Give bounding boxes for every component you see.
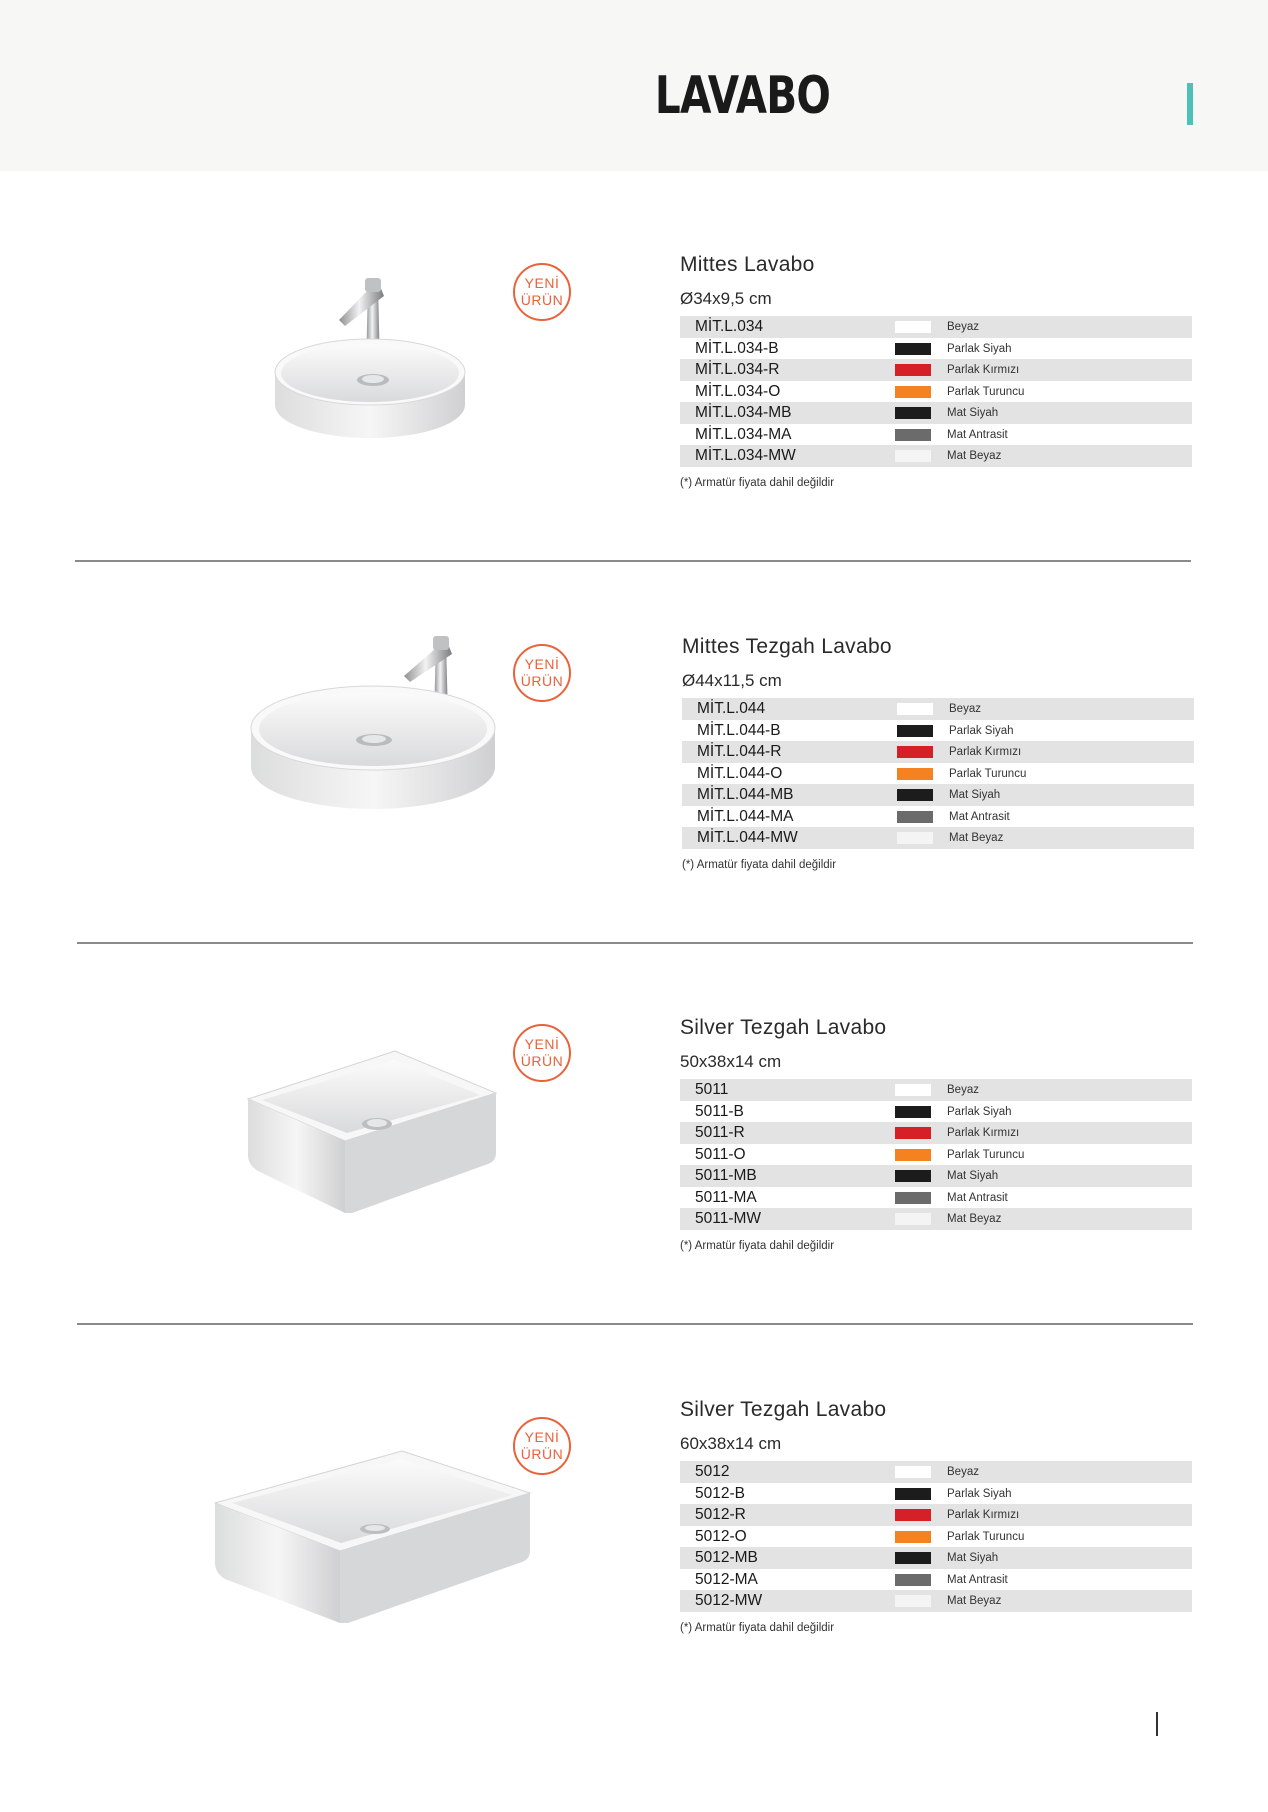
product-info-3: [680, 1013, 1192, 1252]
product-name: Mittes Lavabo: [680, 253, 815, 276]
variant-table: [680, 316, 1192, 467]
accent-bar: [1187, 83, 1193, 125]
color-swatch-parlak-turuncu: [895, 1149, 931, 1161]
product-info-2: [682, 632, 1194, 871]
color-swatch-mat-siyah: [895, 1170, 931, 1182]
fixture-note: (*) Armatür fiyata dahil değildir: [680, 1621, 835, 1634]
variant-row: MİT.L.044-MB Mat Siyah: [682, 784, 1194, 806]
color-swatch-parlak-turuncu: [897, 768, 933, 780]
fixture-note: (*) Armatür fiyata dahil değildir: [680, 1239, 835, 1252]
new-product-badge: YENİ ÜRÜN: [513, 1417, 571, 1475]
fixture-note: (*) Armatür fiyata dahil değildir: [682, 858, 837, 871]
new-product-badge: YENİ ÜRÜN: [513, 1024, 571, 1082]
variant-row: MİT.L.044 Beyaz: [682, 698, 1194, 720]
variant-row: 5011 Beyaz: [680, 1079, 1192, 1101]
color-swatch-parlak-turuncu: [895, 386, 931, 398]
variant-row: 5011-R Parlak Kırmızı: [680, 1122, 1192, 1144]
page-marker: [1156, 1712, 1158, 1736]
variant-table: [680, 1461, 1192, 1612]
product-section-2: [0, 632, 1268, 1012]
variant-row: 5012-MB Mat Siyah: [680, 1547, 1192, 1569]
color-swatch-mat-antrasit: [895, 429, 931, 441]
color-swatch-parlak-siyah: [895, 1106, 931, 1118]
product-info-4: [680, 1395, 1192, 1634]
color-swatch-mat-siyah: [895, 407, 931, 419]
page-header: [0, 0, 1268, 171]
variant-row: 5012-O Parlak Turuncu: [695, 1527, 1025, 1545]
product-dimensions: Ø44x11,5 cm: [682, 671, 782, 690]
color-swatch-mat-antrasit: [897, 811, 933, 823]
fixture-note: (*) Armatür fiyata dahil değildir: [680, 476, 835, 489]
variant-row: MİT.L.034-MA Mat Antrasit: [695, 425, 1008, 443]
product-dimensions: 60x38x14 cm: [680, 1434, 782, 1453]
color-swatch-mat-siyah: [897, 789, 933, 801]
color-swatch-mat-beyaz: [895, 1213, 931, 1225]
color-swatch-parlak-kirmizi: [897, 746, 933, 758]
page-title: LAVABO: [654, 66, 831, 126]
variant-row: MİT.L.044-O Parlak Turuncu: [697, 764, 1027, 782]
color-swatch-parlak-siyah: [895, 343, 931, 355]
color-swatch-parlak-kirmizi: [895, 1127, 931, 1139]
variant-row: MİT.L.034-B Parlak Siyah: [695, 339, 1012, 357]
variant-row: 5012-R Parlak Kırmızı: [680, 1504, 1192, 1526]
new-product-badge: YENİ ÜRÜN: [513, 644, 571, 702]
color-swatch-beyaz: [895, 1466, 931, 1478]
color-swatch-parlak-turuncu: [895, 1531, 931, 1543]
section-divider: [75, 560, 1191, 562]
variant-row: MİT.L.044-B Parlak Siyah: [697, 721, 1014, 739]
variant-row: 5012-B Parlak Siyah: [695, 1484, 1012, 1502]
color-swatch-parlak-kirmizi: [895, 364, 931, 376]
variant-row: MİT.L.044-MA Mat Antrasit: [697, 807, 1010, 825]
variant-row: MİT.L.034-MW Mat Beyaz: [680, 445, 1192, 467]
product-dimensions: Ø34x9,5 cm: [680, 289, 772, 308]
color-swatch-mat-beyaz: [897, 832, 933, 844]
new-product-badge: YENİ ÜRÜN: [513, 263, 571, 321]
variant-table: [682, 698, 1194, 849]
variant-table: [680, 1079, 1192, 1230]
variant-row: 5011-MW Mat Beyaz: [680, 1208, 1192, 1230]
rectangular-countertop-basin-image: [240, 1043, 640, 1333]
variant-row: MİT.L.034-MB Mat Siyah: [680, 402, 1192, 424]
product-info-1: [680, 250, 1192, 489]
variant-row: 5012-MW Mat Beyaz: [680, 1590, 1192, 1612]
color-swatch-parlak-siyah: [897, 725, 933, 737]
variant-row: MİT.L.034 Beyaz: [680, 316, 1192, 338]
variant-row: 5011-MB Mat Siyah: [680, 1165, 1192, 1187]
variant-row: 5011-O Parlak Turuncu: [695, 1145, 1025, 1163]
color-swatch-mat-antrasit: [895, 1574, 931, 1586]
variant-row: 5012-MA Mat Antrasit: [695, 1570, 1008, 1588]
product-name: Silver Tezgah Lavabo: [680, 1398, 887, 1421]
color-swatch-beyaz: [895, 1084, 931, 1096]
color-swatch-mat-antrasit: [895, 1192, 931, 1204]
variant-row: 5012 Beyaz: [680, 1461, 1192, 1483]
product-section-1: [0, 250, 1268, 630]
color-swatch-mat-beyaz: [895, 450, 931, 462]
color-swatch-beyaz: [895, 321, 931, 333]
product-name: Silver Tezgah Lavabo: [680, 1016, 887, 1039]
product-section-3: [0, 1013, 1268, 1393]
variant-row: MİT.L.044-R Parlak Kırmızı: [682, 741, 1194, 763]
product-section-4: [0, 1395, 1268, 1775]
product-dimensions: 50x38x14 cm: [680, 1052, 782, 1071]
variant-row: MİT.L.034-R Parlak Kırmızı: [680, 359, 1192, 381]
color-swatch-parlak-kirmizi: [895, 1509, 931, 1521]
section-divider: [77, 1323, 1193, 1325]
variant-row: 5011-B Parlak Siyah: [695, 1102, 1012, 1120]
variant-row: MİT.L.044-MW Mat Beyaz: [682, 827, 1194, 849]
variant-row: 5011-MA Mat Antrasit: [695, 1188, 1008, 1206]
color-swatch-mat-beyaz: [895, 1595, 931, 1607]
color-swatch-parlak-siyah: [895, 1488, 931, 1500]
variant-row: MİT.L.034-O Parlak Turuncu: [695, 382, 1025, 400]
section-divider: [77, 942, 1193, 944]
product-name: Mittes Tezgah Lavabo: [682, 635, 892, 658]
color-swatch-beyaz: [897, 703, 933, 715]
color-swatch-mat-siyah: [895, 1552, 931, 1564]
rectangular-countertop-basin-large-image: [210, 1447, 610, 1737]
